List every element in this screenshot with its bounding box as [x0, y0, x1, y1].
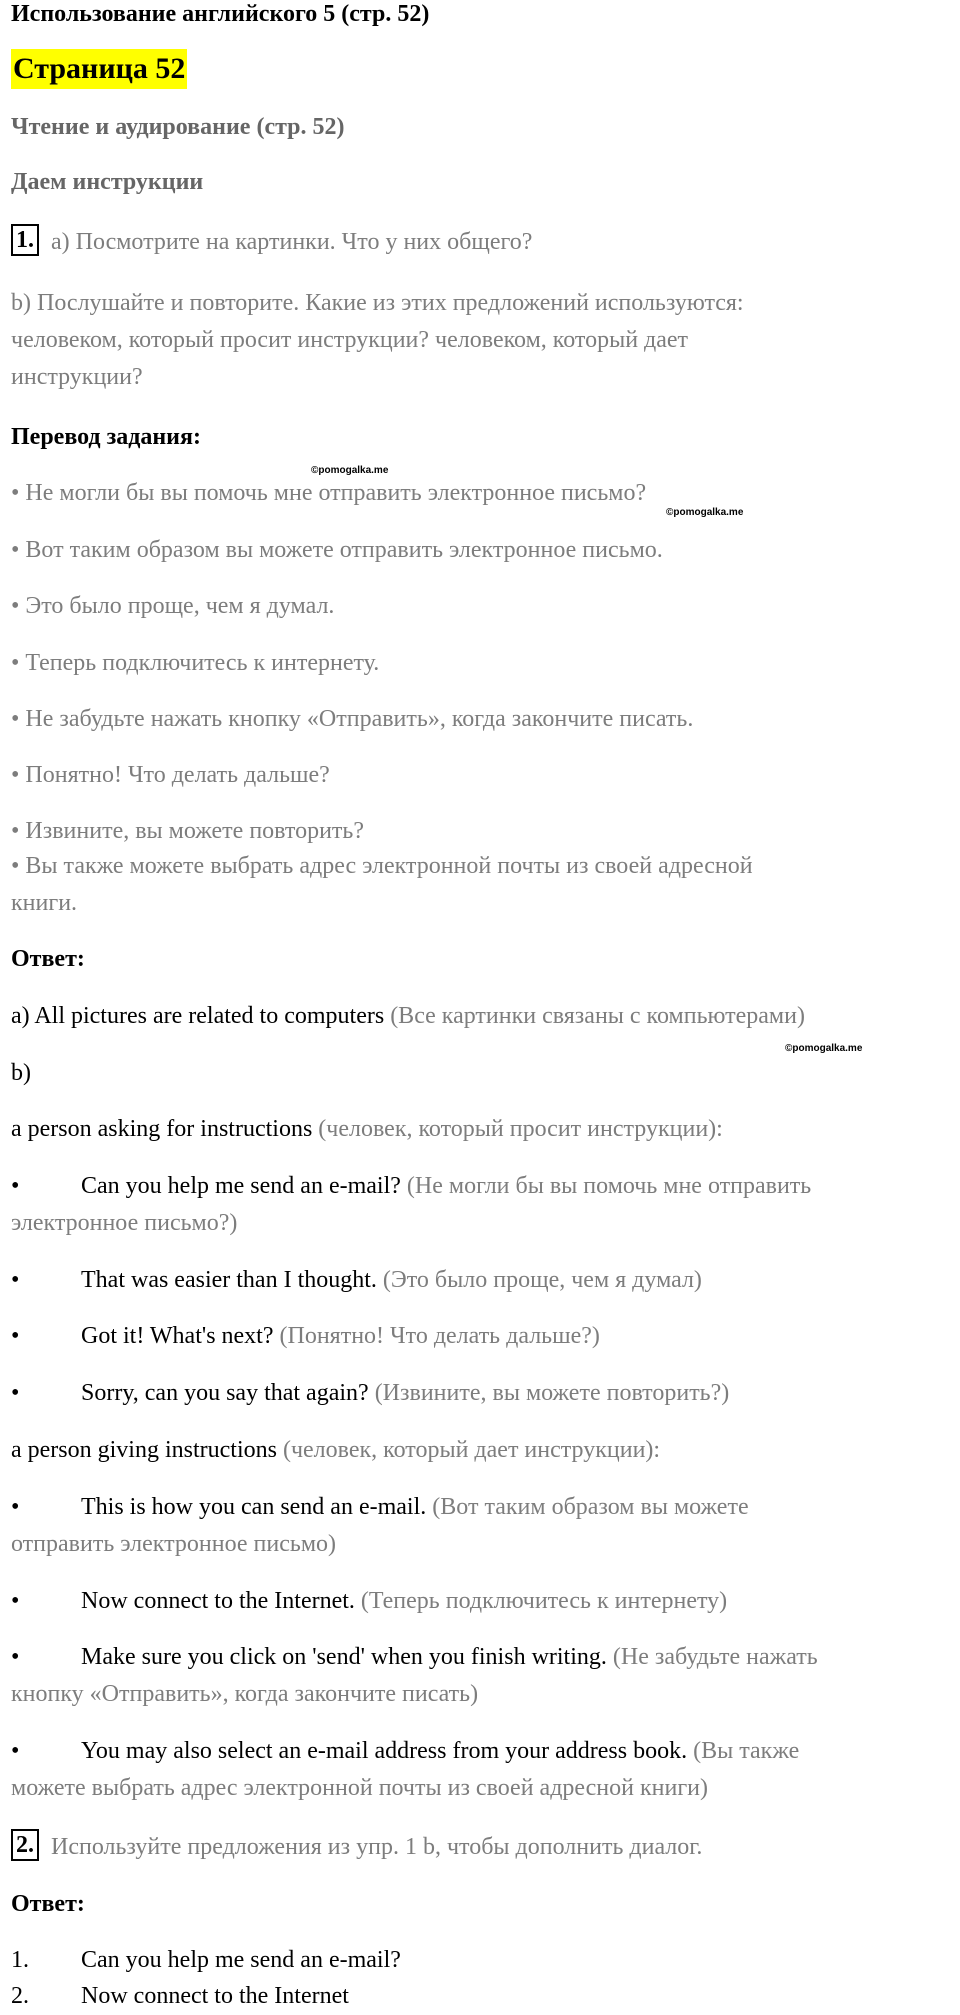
- asking-item: [11, 1375, 729, 1412]
- asking-item-en: Sorry, can you say that again?: [81, 1380, 369, 1406]
- bullet: •: [11, 1588, 20, 1614]
- task2: [11, 1829, 702, 1866]
- asking-item-ru: (Извините, вы можете повторить?): [374, 1380, 730, 1406]
- answer2-item: [11, 1942, 401, 1979]
- translation-item: • Не забудьте нажать кнопку «Отправить», когда закончите писать.: [11, 706, 694, 732]
- translation-item: • Вы также можете выбрать адрес электронной почты из своей адресной: [11, 853, 753, 879]
- giving-item-ru: (Вот таким образом вы можете: [432, 1494, 749, 1520]
- page-label: [11, 49, 187, 90]
- giving-heading-en: a person giving instructions: [11, 1437, 277, 1463]
- asking-heading-ru: (человек, который просит инструкции):: [318, 1116, 723, 1142]
- answer2-item-number: 1.: [11, 1947, 29, 1973]
- giving-item-en: Make sure you click on 'send' when you finish writing.: [81, 1644, 607, 1670]
- asking-item-en: Got it! What's next?: [81, 1323, 274, 1349]
- answer2-item-text: Can you help me send an e-mail?: [81, 1947, 401, 1973]
- asking-item-ru: (Не могли бы вы помочь мне отправить: [406, 1173, 812, 1199]
- asking-item: [11, 1262, 702, 1299]
- bullet: •: [11, 1380, 20, 1406]
- asking-item-en: That was easier than I thought.: [81, 1267, 377, 1293]
- answer-heading: Ответ:: [11, 946, 85, 972]
- translation-heading: Перевод задания:: [11, 424, 201, 450]
- bullet: •: [11, 1323, 20, 1349]
- asking-item-ru: (Это было проще, чем я думал): [382, 1267, 702, 1293]
- document-title: Использование английского 5 (стр. 52): [11, 1, 430, 27]
- translation-item: • Извините, вы можете повторить?: [11, 818, 365, 844]
- task2-number-box: 2.: [11, 1829, 39, 1861]
- bullet: •: [11, 1494, 20, 1520]
- translation-item: книги.: [11, 890, 78, 916]
- task1-part-b-line: человеком, который просит инструкции? человеком, который дает: [11, 327, 689, 353]
- task1-part-a: [11, 224, 532, 261]
- task1-part-a-text: а) Посмотрите на картинки. Что у них общего?: [51, 229, 533, 255]
- answer-b-label: b): [11, 1060, 31, 1086]
- answer2-heading: Ответ:: [11, 1891, 85, 1917]
- answer2-item-number: 2.: [11, 1983, 29, 2009]
- giving-item: [11, 1583, 727, 1620]
- giving-item-en: This is how you can send an e-mail.: [81, 1494, 427, 1520]
- answer-a: [11, 998, 805, 1035]
- giving-item: [11, 1639, 818, 1676]
- giving-item: [11, 1489, 749, 1526]
- translation-item: • Теперь подключитесь к интернету.: [11, 650, 380, 676]
- giving-item-ru: (Теперь подключитесь к интернету): [360, 1588, 728, 1614]
- answer-a-ru: (Все картинки связаны с компьютерами): [390, 1003, 805, 1029]
- section-title: Чтение и аудирование (стр. 52): [11, 114, 345, 140]
- task1-part-b-line: b) Послушайте и повторите. Какие из этих предложений используются:: [11, 290, 744, 316]
- giving-item: [11, 1733, 799, 1770]
- translation-item: • Не могли бы вы помочь мне отправить электронное письмо?: [11, 480, 647, 506]
- translation-item: • Это было проще, чем я думал.: [11, 593, 335, 619]
- task1-number-box: 1.: [11, 224, 39, 256]
- watermark: ©pomogalka.me: [666, 507, 744, 518]
- answer2-item-text: Now connect to the Internet: [81, 1983, 349, 2009]
- answer2-item: [11, 1978, 349, 2015]
- asking-heading: [11, 1111, 723, 1148]
- giving-item-ru: (Не забудьте нажать: [612, 1644, 818, 1670]
- asking-item-ru-cont: электронное письмо?): [11, 1210, 238, 1236]
- watermark: ©pomogalka.me: [311, 465, 389, 476]
- bullet: •: [11, 1267, 20, 1293]
- asking-item: [11, 1318, 600, 1355]
- translation-item: • Понятно! Что делать дальше?: [11, 762, 330, 788]
- subsection-title: Даем инструкции: [11, 169, 204, 195]
- watermark: ©pomogalka.me: [785, 1043, 863, 1054]
- page-label-highlight: Страница 52: [11, 49, 187, 89]
- answer-a-en: a) All pictures are related to computers: [11, 1003, 385, 1029]
- giving-item-en: You may also select an e-mail address from your address book.: [81, 1738, 688, 1764]
- asking-item: [11, 1168, 811, 1205]
- giving-item-en: Now connect to the Internet.: [81, 1588, 355, 1614]
- task2-text: Используйте предложения из упр. 1 b, чтобы дополнить диалог.: [51, 1834, 703, 1860]
- giving-heading: [11, 1432, 660, 1469]
- task1-part-b-line: инструкции?: [11, 364, 143, 390]
- giving-item-ru-cont: отправить электронное письмо): [11, 1531, 336, 1557]
- giving-item-ru-cont: кнопку «Отправить», когда закончите писать): [11, 1681, 479, 1707]
- translation-item: • Вот таким образом вы можете отправить электронное письмо.: [11, 537, 663, 563]
- giving-heading-ru: (человек, который дает инструкции):: [282, 1437, 661, 1463]
- document-page: [11, 0, 951, 2007]
- giving-item-ru-cont: можете выбрать адрес электронной почты из своей адресной книги): [11, 1775, 709, 1801]
- bullet: •: [11, 1738, 20, 1764]
- bullet: •: [11, 1644, 20, 1670]
- giving-item-ru: (Вы также: [693, 1738, 800, 1764]
- bullet: •: [11, 1173, 20, 1199]
- asking-item-ru: (Понятно! Что делать дальше?): [279, 1323, 600, 1349]
- asking-heading-en: a person asking for instructions: [11, 1116, 313, 1142]
- asking-item-en: Can you help me send an e-mail?: [81, 1173, 401, 1199]
